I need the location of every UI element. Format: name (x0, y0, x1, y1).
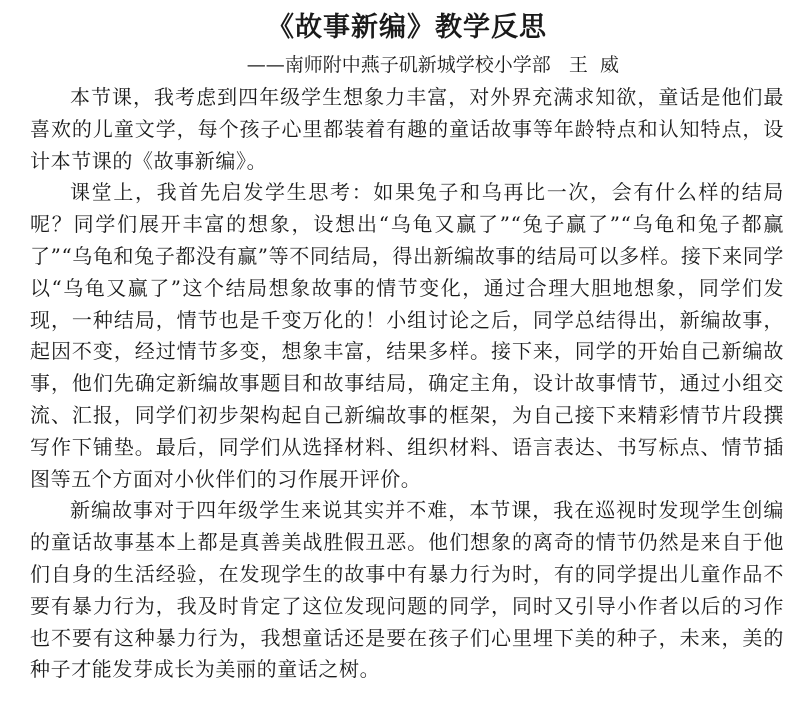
paragraph-intro: 本节课，我考虑到四年级学生想象力丰富，对外界充满求知欲，童话是他们最喜欢的儿童文学，每个孩子心里都装着有趣的童话故事等年龄特点和认知特点，设计本节课的《故事新编》。 (30, 85, 784, 173)
paragraph-reflection: 新编故事对于四年级学生来说其实并不难，本节课，我在巡视时发现学生创编的童话故事基本上都是真善美战胜假丑恶。他们想象的离奇的情节仍然是来自于他们自身的生活经验，在发现学生的故事中有暴力行为时，有的同学提出儿童作品不要有暴力行为，我及时肯定了这位发现问题的同学，同时又引导小作者以后的习作也不要有这种暴力行为，我想童话还是要在孩子们心里埋下美的种子，未来，美的种子才能发芽成长为美丽的童话之树。 (30, 498, 784, 682)
paragraph-classroom: 课堂上，我首先启发学生思考：如果兔子和乌再比一次，会有什么样的结局呢？同学们展开丰富的想象，设想出“乌龟又赢了”“兔子赢了”“乌龟和兔子都赢了”“乌龟和兔子都没有赢”等不同结局，得出新编故事的结局可以多样。接下来同学以“乌龟又赢了”这个结局想象故事的情节变化，通过合理大胆地想象，同学们发现，一种结局，情节也是千变万化的！小组讨论之后，同学总结得出，新编故事，起因不变，经过情节多变，想象丰富，结果多样。接下来，同学的开始自己新编故事，他们先确定新编故事题目和故事结局，确定主角，设计故事情节，通过小组交流、汇报，同学们初步架构起自己新编故事的框架，为自己接下来精彩情节片段撰写作下铺垫。最后，同学们从选择材料、组织材料、语言表达、书写标点、情节插图等五个方面对小伙伴们的习作展开评价。 (30, 180, 784, 491)
author-line: ——南师附中燕子矶新城学校小学部 王 威 (246, 54, 619, 76)
document-title: 《故事新编》教学反思 (267, 12, 547, 43)
